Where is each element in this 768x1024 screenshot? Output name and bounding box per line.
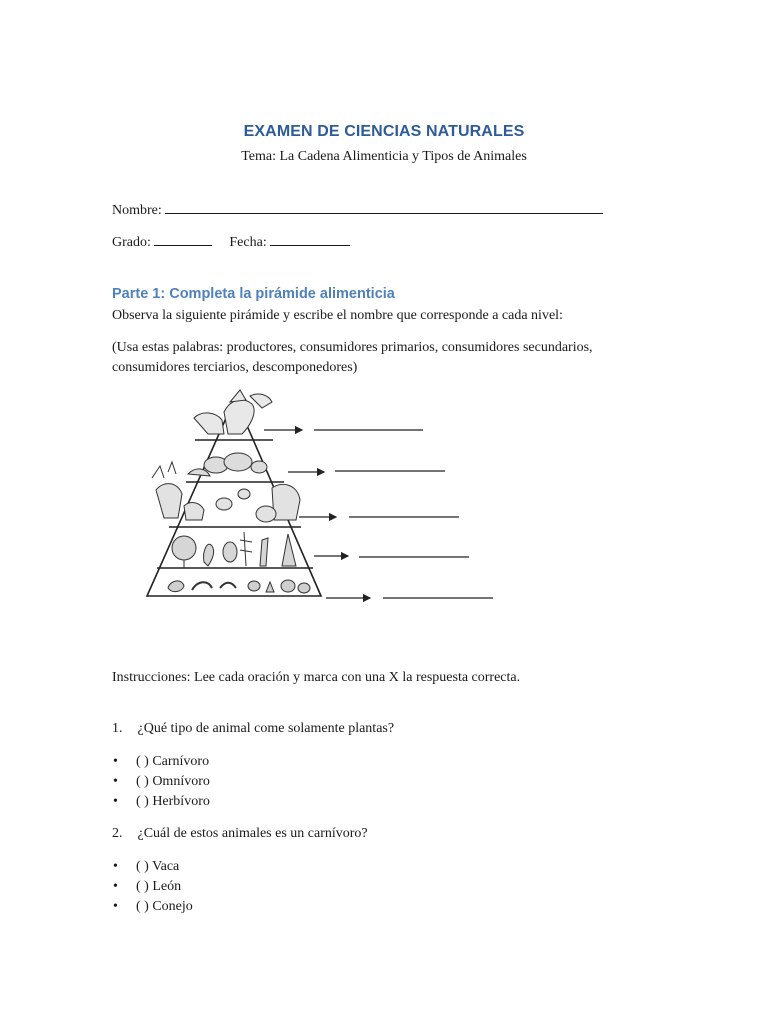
question-1 xyxy=(112,721,394,737)
exam-title: EXAMEN DE CIENCIAS NATURALES xyxy=(243,123,525,140)
name-label: Nombre: xyxy=(112,203,162,218)
question-2-text: ¿Cuál de estos animales es un carnívoro? xyxy=(137,826,368,841)
question-2-option-b[interactable] xyxy=(113,879,413,899)
bullet-icon: • xyxy=(113,774,118,789)
word-bank-line2: consumidores terciarios, descomponedores) xyxy=(112,360,358,375)
question-1-option-b[interactable] xyxy=(113,774,413,794)
part2-instructions: Instrucciones: Lee cada oración y marca con una X la respuesta correcta. xyxy=(112,670,521,685)
option-label: ( ) Omnívoro xyxy=(136,774,210,789)
option-label: ( ) Carnívoro xyxy=(136,754,210,769)
option-label: ( ) Conejo xyxy=(136,899,193,914)
option-label: ( ) Herbívoro xyxy=(136,794,210,809)
question-2 xyxy=(112,826,368,842)
food-pyramid-figure xyxy=(112,382,502,622)
question-2-option-c[interactable] xyxy=(113,899,413,919)
question-1-number: 1. xyxy=(112,721,123,736)
question-1-option-c[interactable] xyxy=(113,794,413,814)
option-label: ( ) Vaca xyxy=(136,859,180,874)
bullet-icon: • xyxy=(113,859,118,874)
grade-date-row xyxy=(112,233,350,251)
date-label: Fecha: xyxy=(229,235,267,250)
bullet-icon: • xyxy=(113,754,118,769)
name-row xyxy=(112,201,603,219)
option-label: ( ) León xyxy=(136,879,182,894)
bullet-icon: • xyxy=(113,899,118,914)
date-blank[interactable] xyxy=(270,233,350,246)
grade-blank[interactable] xyxy=(154,233,212,246)
question-2-number: 2. xyxy=(112,826,123,841)
name-blank[interactable] xyxy=(165,201,603,214)
bullet-icon: • xyxy=(113,794,118,809)
question-1-option-a[interactable] xyxy=(113,754,413,774)
part1-instruction: Observa la siguiente pirámide y escribe el nombre que corresponde a cada nivel: xyxy=(112,308,563,323)
word-bank-line1: (Usa estas palabras: productores, consumidores primarios, consumidores secundarios, xyxy=(112,340,593,355)
question-1-text: ¿Qué tipo de animal come solamente plantas? xyxy=(137,721,395,736)
grade-label: Grado: xyxy=(112,235,151,250)
bullet-icon: • xyxy=(113,879,118,894)
tertiary-consumers-illustration xyxy=(194,390,272,434)
exam-subtitle: Tema: La Cadena Alimenticia y Tipos de Animales xyxy=(241,149,527,164)
question-2-option-a[interactable] xyxy=(113,859,413,879)
part1-heading: Parte 1: Completa la pirámide alimenticia xyxy=(112,286,395,302)
